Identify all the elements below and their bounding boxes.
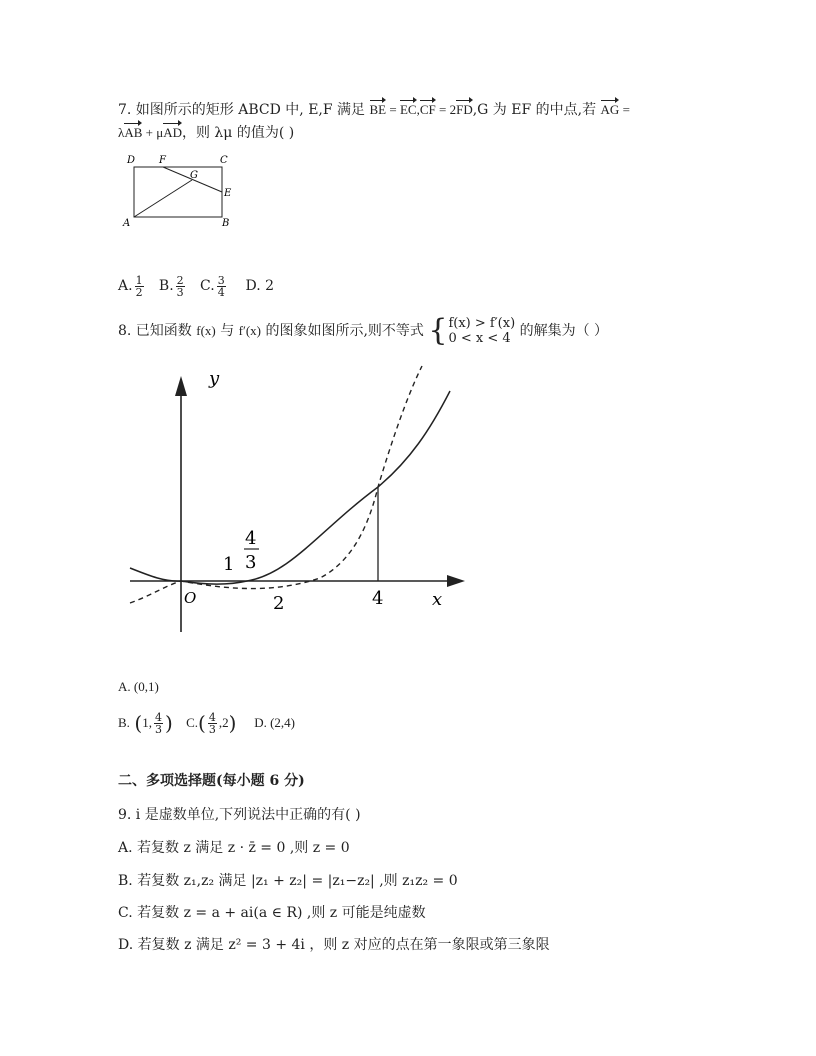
q9-option-a: A. 若复数 z 满足 z · z̄ = 0 ,则 z = 0 bbox=[118, 840, 350, 856]
label-d: D bbox=[127, 155, 136, 166]
y-axis-label: y bbox=[209, 368, 220, 389]
q7-option-b-label: B. bbox=[158, 278, 174, 294]
x-axis-arrow-icon bbox=[447, 575, 465, 587]
q8-option-c-right: ,2 bbox=[218, 715, 229, 730]
q7-option-a-fraction bbox=[135, 275, 144, 298]
frac-num: 3 bbox=[217, 273, 225, 287]
vector-ab: AB bbox=[124, 121, 142, 142]
q8-and: 与 bbox=[215, 323, 239, 339]
label-f: F bbox=[159, 155, 166, 166]
q9-stem: 9. i 是虚数单位,下列说法中正确的有( ) bbox=[118, 807, 361, 823]
tick-label-4: 4 bbox=[372, 588, 384, 609]
q7-eq1: = bbox=[386, 102, 400, 117]
label-c: C bbox=[220, 155, 228, 166]
q7-option-c-fraction bbox=[217, 275, 226, 298]
paren-open: ( bbox=[134, 711, 143, 735]
paren-close: ) bbox=[228, 711, 237, 735]
label-a: A bbox=[123, 218, 131, 229]
frac-den: 2 bbox=[135, 285, 143, 299]
q7-comma: , bbox=[416, 102, 420, 117]
origin-label: O bbox=[184, 589, 197, 607]
q7-stem-line1 bbox=[118, 98, 630, 119]
q7-rectangle-figure bbox=[120, 150, 240, 230]
q7-plus-mu: + μ bbox=[142, 125, 164, 140]
q8-fx: f(x) bbox=[196, 323, 216, 338]
vector-ag: AG bbox=[601, 98, 620, 119]
system-row-1: f(x) > f′(x) bbox=[448, 316, 516, 331]
y-axis-arrow-icon bbox=[175, 376, 187, 396]
q8-option-c-label: C. bbox=[186, 715, 199, 730]
q7-options bbox=[118, 274, 274, 298]
q8-options-bcd bbox=[118, 708, 295, 738]
label-b: B bbox=[222, 218, 230, 229]
q7-option-d-label: D. bbox=[245, 278, 261, 294]
vector-ad: AD bbox=[163, 121, 182, 142]
rectangle-abcd bbox=[134, 167, 222, 217]
q7-text-suffix: ，则 λμ 的值为( ) bbox=[181, 125, 295, 141]
tick-frac-den: 3 bbox=[245, 552, 257, 573]
q8-fpx: f′(x) bbox=[238, 323, 262, 338]
tick-frac-num: 4 bbox=[245, 528, 257, 549]
left-brace: { bbox=[428, 313, 448, 348]
q7-text-prefix: 7. 如图所示的矩形 ABCD 中, E,F 满足 bbox=[118, 102, 366, 118]
q8-option-b-fraction bbox=[154, 712, 163, 735]
section-2-title: 二、多项选择题(每小题 6 分) bbox=[118, 773, 305, 789]
system-row-2: 0 < x < 4 bbox=[448, 331, 511, 346]
frac-num: 2 bbox=[176, 273, 184, 287]
curve-solid bbox=[130, 391, 450, 584]
q7-option-d-value: 2 bbox=[265, 278, 275, 294]
q7-eq2: = 2 bbox=[435, 102, 457, 117]
q8-function-graph bbox=[120, 360, 480, 645]
paren-close: ) bbox=[164, 711, 173, 735]
lambda-symbol: λ bbox=[118, 125, 125, 140]
q8-option-d-text: D. (2,4) bbox=[254, 715, 296, 730]
label-e: E bbox=[224, 188, 232, 199]
label-g: G bbox=[190, 170, 198, 181]
inequality-system bbox=[428, 313, 516, 348]
segment-ag bbox=[134, 180, 192, 217]
q7-text-mid: ,G 为 EF 的中点,若 bbox=[472, 102, 597, 118]
q8-option-a bbox=[118, 678, 159, 696]
q8-option-b-label: B. bbox=[118, 715, 130, 730]
tick-label-1: 1 bbox=[223, 554, 235, 575]
vector-be: BE bbox=[370, 98, 387, 119]
paren-open: ( bbox=[198, 711, 206, 735]
q7-option-c-label: C. bbox=[200, 278, 215, 294]
q8-stem bbox=[118, 313, 609, 348]
q8-text-prefix: 8. 已知函数 bbox=[118, 323, 192, 339]
q9-option-c: C. 若复数 z = a + ai(a ∈ R) ,则 z 可能是纯虚数 bbox=[118, 905, 426, 921]
vector-cf: CF bbox=[420, 98, 436, 119]
frac-den: 3 bbox=[154, 722, 162, 736]
frac-den: 3 bbox=[176, 285, 184, 299]
q9-option-b: B. 若复数 z₁,z₂ 满足 |z₁ + z₂| = |z₁−z₂| ,则 z₁z₂ = 0 bbox=[118, 873, 458, 889]
vector-fd: FD bbox=[456, 98, 473, 119]
frac-den: 3 bbox=[208, 722, 216, 736]
system-rows bbox=[448, 316, 515, 346]
frac-num: 4 bbox=[208, 710, 216, 724]
q8-option-c-fraction bbox=[208, 712, 217, 735]
q7-option-b-fraction bbox=[176, 275, 185, 298]
q8-text-suffix: 的解集为（ ） bbox=[515, 323, 609, 339]
q7-stem-line2 bbox=[118, 121, 294, 142]
q9-option-d: D. 若复数 z 满足 z² = 3 + 4i ，则 z 对应的点在第一象限或第三象限 bbox=[118, 937, 550, 953]
frac-num: 1 bbox=[135, 273, 143, 287]
q7-eq3: = bbox=[619, 102, 630, 117]
q7-option-a-label: A. bbox=[118, 278, 133, 294]
q8-option-a-text: A. (0,1) bbox=[118, 679, 159, 694]
q8-option-b-left: 1, bbox=[142, 715, 152, 730]
tick-label-2: 2 bbox=[273, 593, 285, 614]
x-axis-label: x bbox=[432, 589, 443, 610]
frac-num: 4 bbox=[154, 710, 162, 724]
frac-den: 4 bbox=[217, 285, 225, 299]
vector-ec: EC bbox=[400, 98, 417, 119]
q8-text-mid: 的图象如图所示,则不等式 bbox=[261, 323, 424, 339]
